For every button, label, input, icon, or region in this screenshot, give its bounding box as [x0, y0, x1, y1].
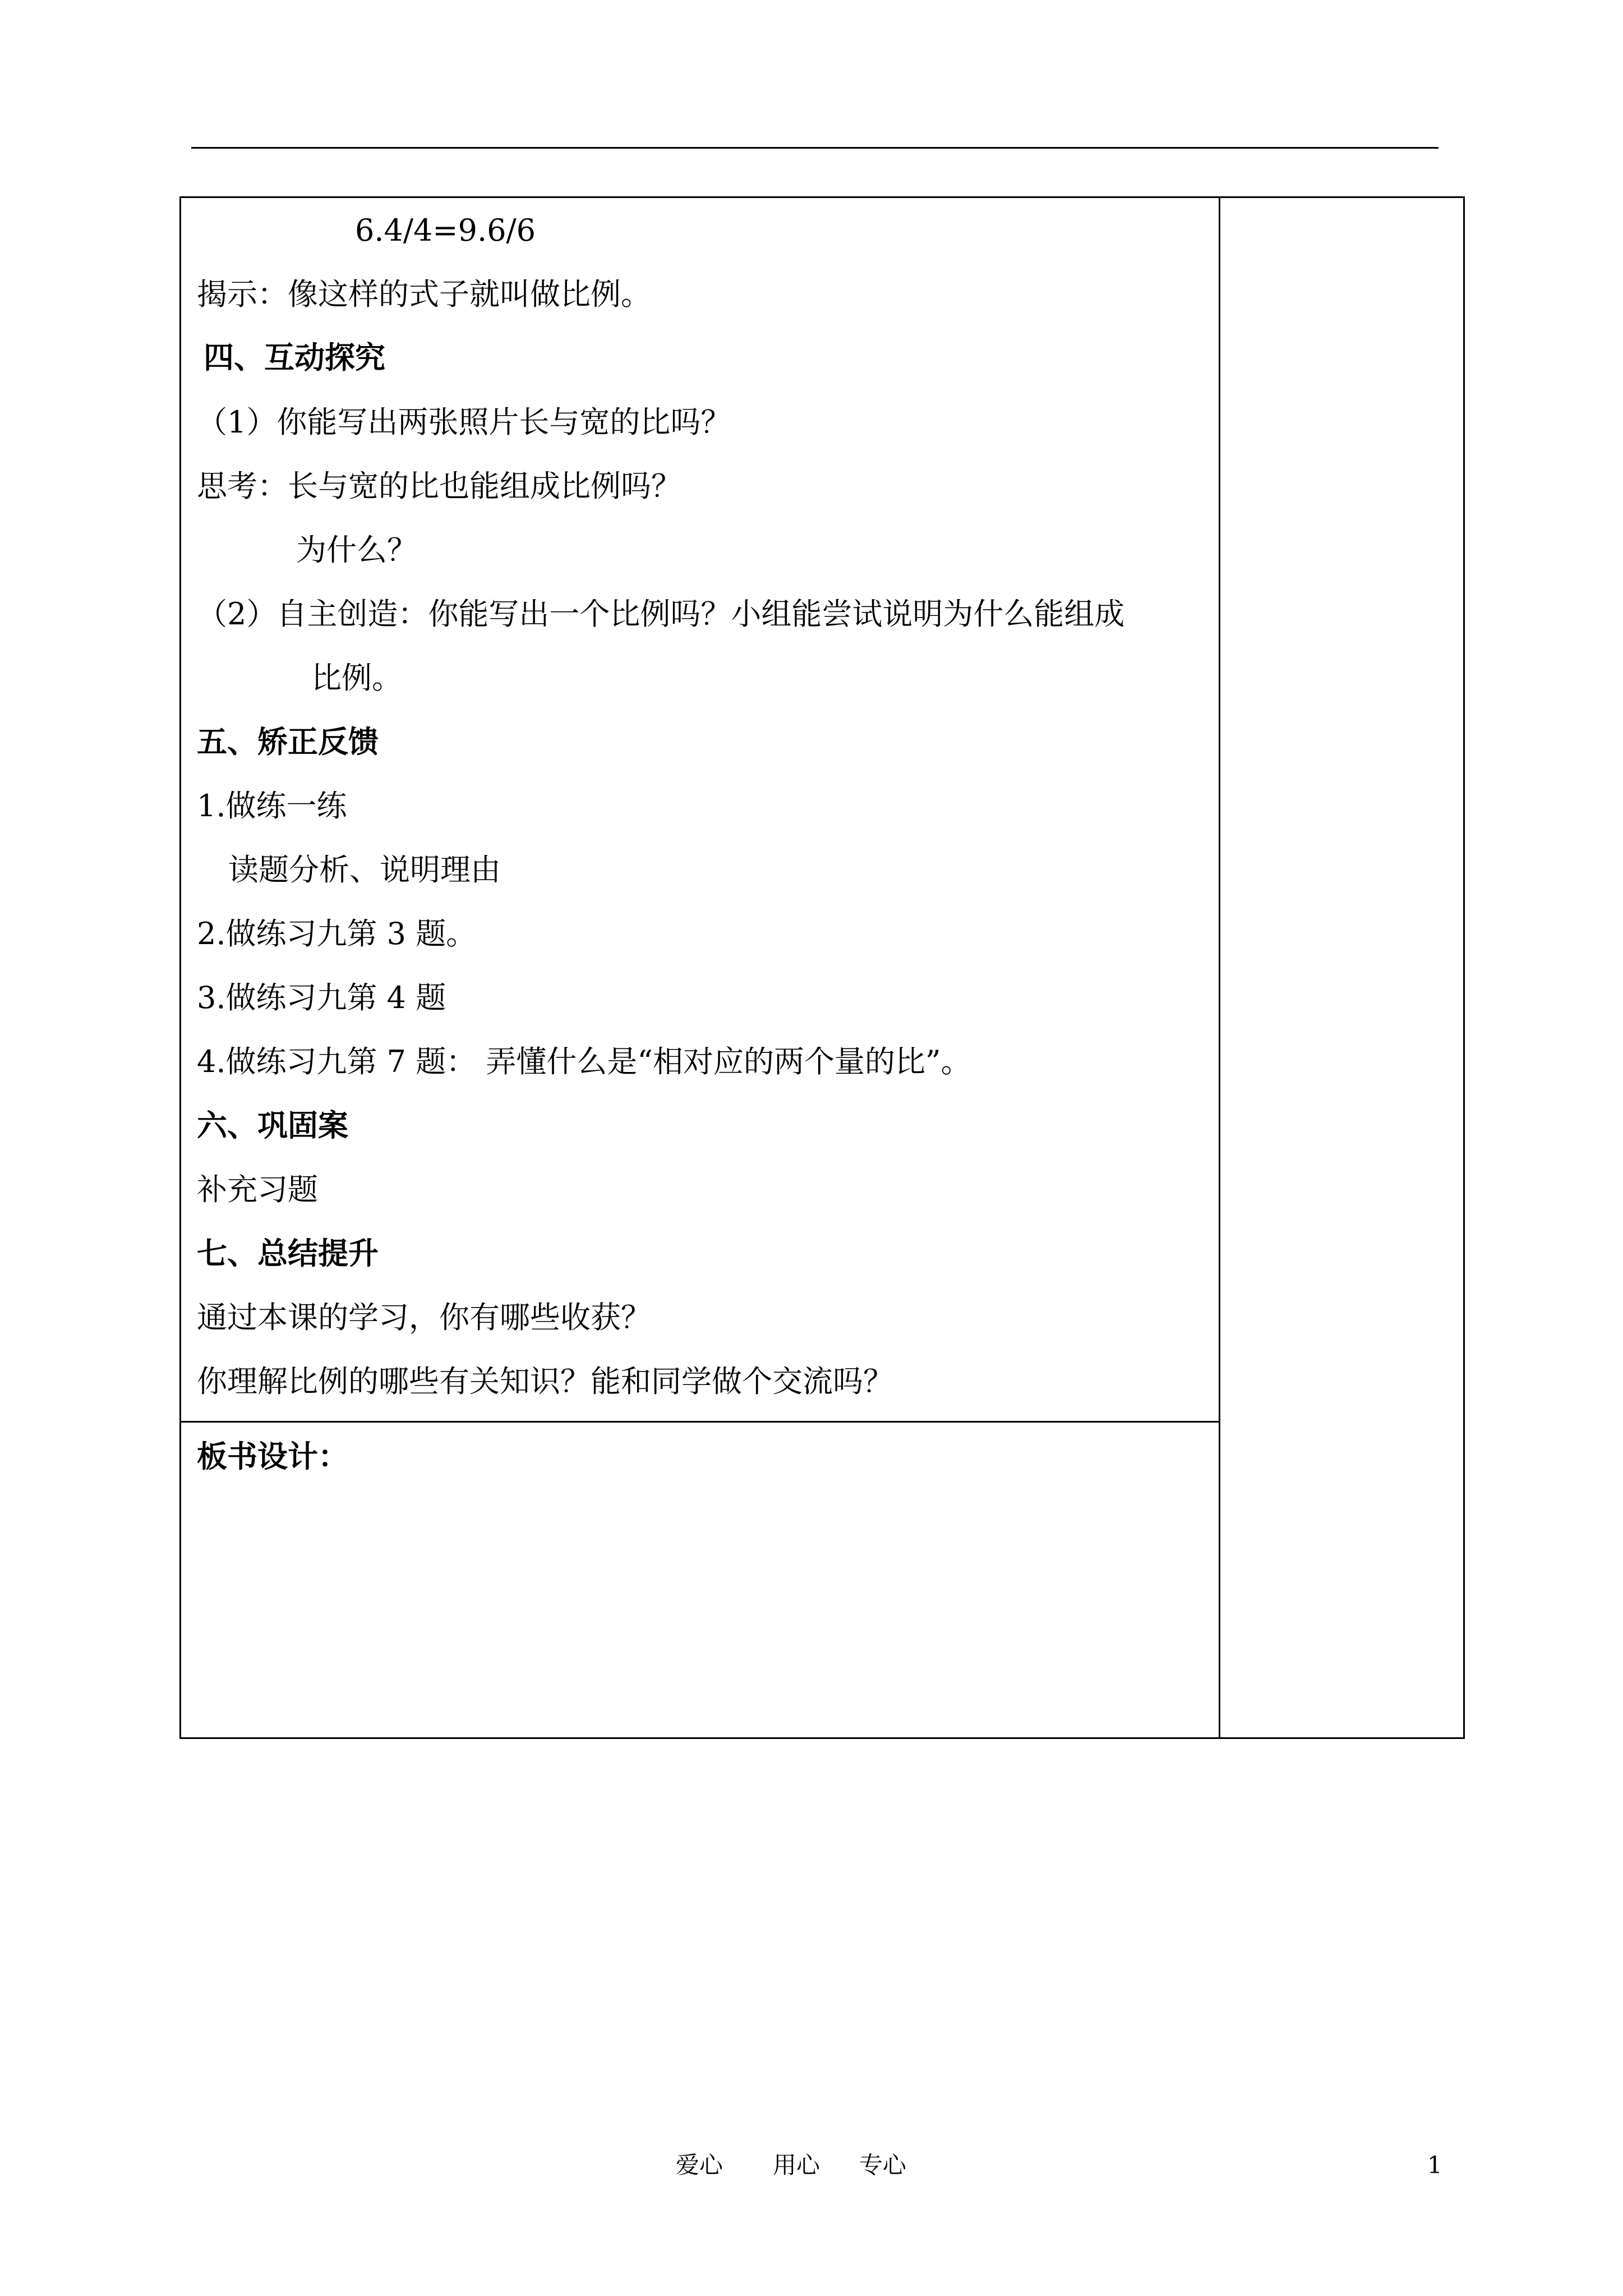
supplement-line: 补充习题 — [197, 1172, 318, 1207]
section-heading-6: 六、巩固案 — [197, 1108, 348, 1143]
row-divider — [181, 1421, 1219, 1423]
exercise-2: 2.做练习九第 3 题。 — [197, 916, 477, 951]
question-2: （2）自主创造：你能写出一个比例吗？小组能尝试说明为什么能组成 — [197, 596, 1125, 632]
section-heading-4: 四、互动探究 — [204, 340, 385, 375]
why-line: 为什么？ — [296, 532, 417, 568]
exercise-1-detail: 读题分析、说明理由 — [228, 852, 501, 887]
question-2-continued: 比例。 — [311, 660, 402, 696]
exercise-3: 3.做练习九第 4 题 — [197, 980, 446, 1015]
exercise-4: 4.做练习九第 7 题： 弄懂什么是“相对应的两个量的比”。 — [197, 1044, 971, 1079]
section-heading-5: 五、矫正反馈 — [197, 724, 379, 760]
page-number: 1 — [1427, 2151, 1442, 2179]
summary-question-2: 你理解比例的哪些有关知识？能和同学做个交流吗？ — [197, 1364, 893, 1399]
footer-motto-love: 爱心 — [676, 2151, 723, 2179]
think-line: 思考：长与宽的比也能组成比例吗？ — [197, 468, 681, 504]
section-heading-7: 七、总结提升 — [197, 1236, 379, 1271]
lesson-table — [179, 196, 1465, 1739]
header-rule — [191, 147, 1438, 149]
summary-question-1: 通过本课的学习，你有哪些收获？ — [197, 1300, 651, 1335]
equation-line: 6.4/4=9.6/6 — [355, 213, 536, 248]
footer-motto-effort: 用心 — [773, 2151, 820, 2179]
footer-motto-focus: 专心 — [859, 2151, 907, 2179]
exercise-1: 1.做练一练 — [197, 788, 347, 823]
column-divider — [1219, 198, 1220, 1737]
question-1: （1）你能写出两张照片长与宽的比吗？ — [197, 404, 731, 440]
board-design-heading: 板书设计： — [197, 1439, 348, 1474]
reveal-line: 揭示：像这样的式子就叫做比例。 — [197, 277, 651, 312]
